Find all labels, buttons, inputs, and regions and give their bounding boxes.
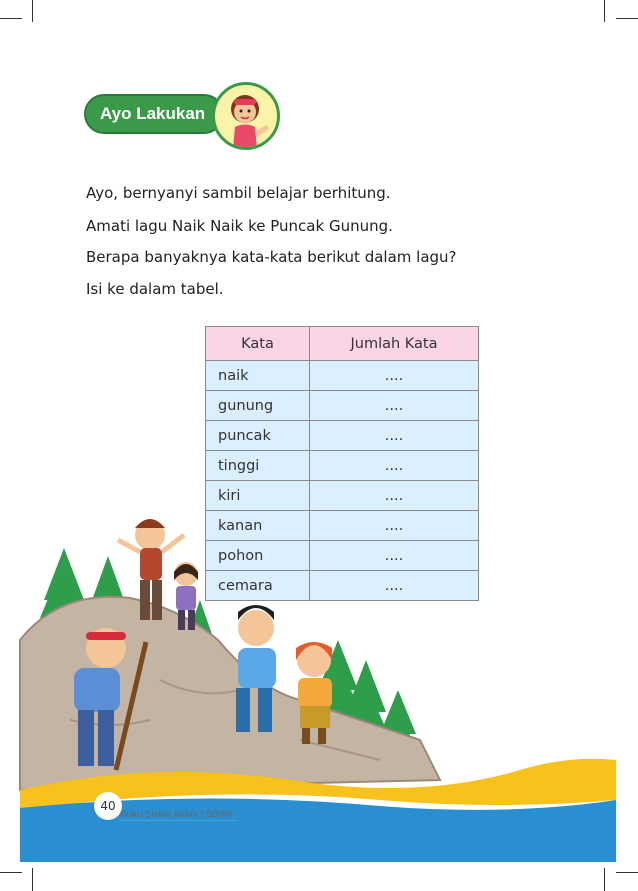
- count-cell[interactable]: ....: [310, 541, 479, 571]
- table-row: [206, 421, 479, 451]
- table-row: [206, 541, 479, 571]
- word-cell: kanan: [206, 511, 310, 541]
- count-cell[interactable]: ....: [310, 391, 479, 421]
- word-cell: puncak: [206, 421, 310, 451]
- table-row: [206, 481, 479, 511]
- book-title: Buku Siswa Kelas I SD/MI: [120, 810, 238, 821]
- word-cell: cemara: [206, 571, 310, 601]
- table-row: [206, 361, 479, 391]
- count-cell[interactable]: ....: [310, 511, 479, 541]
- instruction-line: Berapa banyaknya kata-kata berikut dalam lagu?: [86, 248, 457, 266]
- count-cell[interactable]: ....: [310, 421, 479, 451]
- word-cell: kiri: [206, 481, 310, 511]
- instruction-line: Amati lagu Naik Naik ke Puncak Gunung.: [86, 217, 393, 235]
- table-header-jumlah: Jumlah Kata: [310, 327, 479, 361]
- table-row: [206, 511, 479, 541]
- table-header-kata: Kata: [206, 327, 310, 361]
- count-cell[interactable]: ....: [310, 361, 479, 391]
- page-number: 40: [94, 792, 122, 820]
- word-cell: tinggi: [206, 451, 310, 481]
- word-cell: gunung: [206, 391, 310, 421]
- badge-label: Ayo Lakukan: [100, 104, 206, 123]
- count-cell[interactable]: ....: [310, 481, 479, 511]
- table-row: [206, 451, 479, 481]
- instruction-line: Isi ke dalam tabel.: [86, 280, 224, 298]
- word-cell: pohon: [206, 541, 310, 571]
- count-cell[interactable]: ....: [310, 571, 479, 601]
- table-row: [206, 391, 479, 421]
- word-count-table: [205, 326, 479, 601]
- instruction-line: Ayo, bernyanyi sambil belajar berhitung.: [86, 184, 391, 202]
- word-cell: naik: [206, 361, 310, 391]
- table-row: [206, 571, 479, 601]
- count-cell[interactable]: ....: [310, 451, 479, 481]
